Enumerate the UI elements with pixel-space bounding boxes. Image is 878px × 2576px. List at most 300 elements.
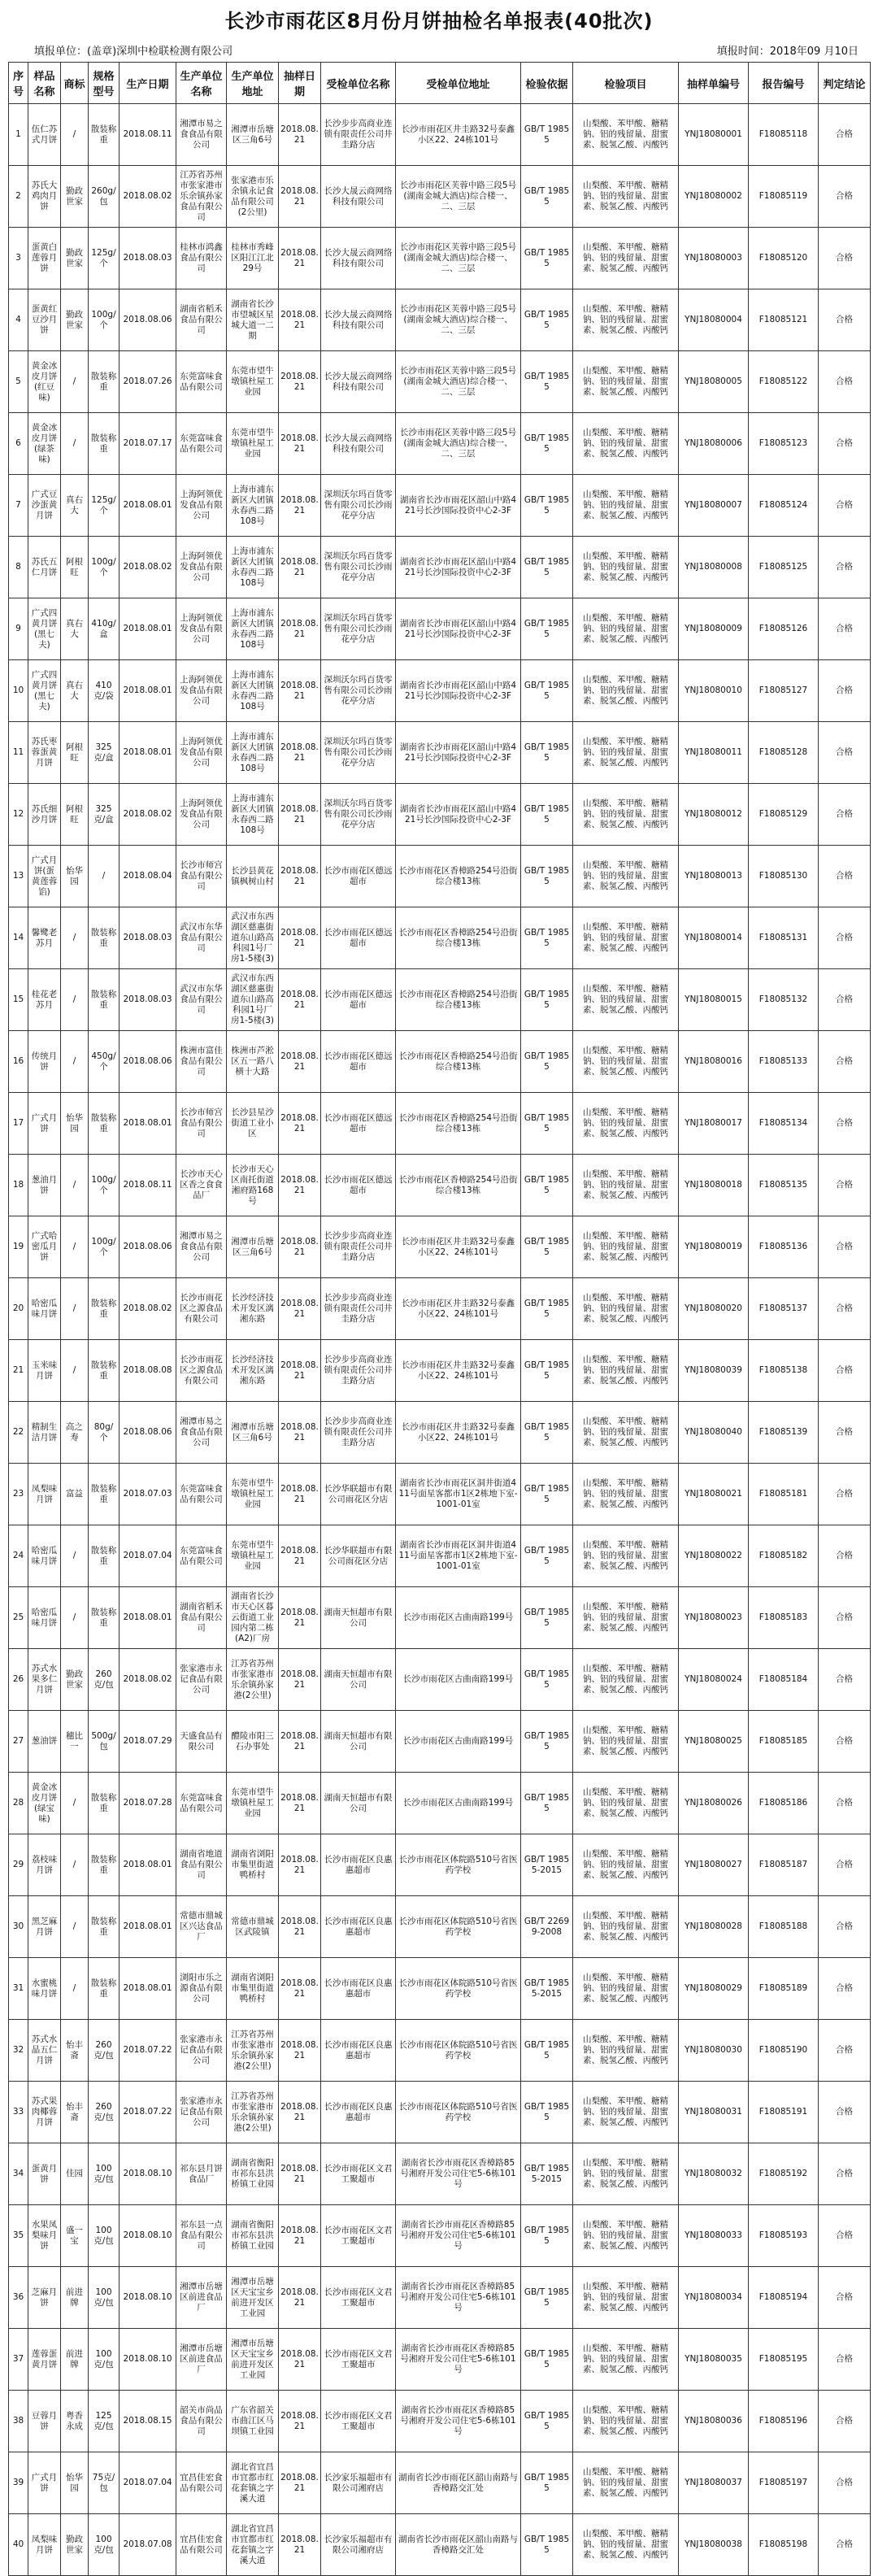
brand-cell: / [61, 351, 89, 413]
production-date-cell: 2018.07.04 [120, 1525, 176, 1587]
sampling-date-cell: 2018.08.21 [279, 2267, 321, 2329]
header-cell: 判定结论 [819, 63, 871, 104]
table-row [9, 1031, 871, 1093]
inspected-unit-name-cell: 长沙步步高商业连锁有限责任公司井圭路分店 [321, 1340, 396, 1402]
inspected-unit-name-cell: 长沙家乐福超市有限公司湘府店 [321, 2514, 396, 2576]
verdict-cell: 合格 [819, 1587, 871, 1649]
inspected-unit-address-cell: 湖南省长沙市雨花区香樟路85号湘府开发公司住宅5-6栋101号 [396, 2391, 521, 2452]
inspection-items-cell: 山梨酸、苯甲酸、糖精钠、铝的残留量、甜蜜素、脱氢乙酸、丙酸钙 [573, 2514, 679, 2576]
specification-cell: 散装称重 [89, 1093, 120, 1155]
specification-cell: 散装称重 [89, 969, 120, 1031]
brand-cell: / [61, 1896, 89, 1958]
sample-name-cell: 苏氏枣蓉蛋黄月饼 [28, 722, 61, 784]
sample-name-cell: 莲蓉蛋黄月饼 [28, 2329, 61, 2391]
table-row [9, 969, 871, 1031]
specification-cell: 100g/个 [89, 1155, 120, 1216]
brand-cell: / [61, 969, 89, 1031]
specification-cell: 散装称重 [89, 1896, 120, 1958]
sampling-number-cell: YNJ18080016 [679, 1031, 749, 1093]
production-date-cell: 2018.08.01 [120, 722, 176, 784]
sampling-date-cell: 2018.08.21 [279, 537, 321, 598]
inspection-items-cell: 山梨酸、苯甲酸、糖精钠、铝的残留量、甜蜜素、脱氢乙酸、丙酸钙 [573, 1402, 679, 1464]
specification-cell: 散装称重 [89, 1525, 120, 1587]
inspection-standard-cell: GB/T 19855 [521, 1464, 573, 1525]
inspected-unit-name-cell: 长沙大晟云商网络科技有限公司 [321, 351, 396, 413]
inspected-unit-address-cell: 长沙市雨花区芙蓉中路三段5号(湖南金城大酒店)综合楼一、二、三层 [396, 351, 521, 413]
sampling-date-cell: 2018.08.21 [279, 2514, 321, 2576]
sample-name-cell: 蛋黄白莲蓉月饼 [28, 228, 61, 289]
sampling-number-cell: YNJ18080031 [679, 2082, 749, 2143]
manufacturer-address-cell: 东莞市望牛墩镇杜屋工业园 [227, 351, 279, 413]
sample-name-cell: 水蜜桃味月饼 [28, 1958, 61, 2020]
inspected-unit-address-cell: 长沙市雨花区井圭路32号泰鑫小区22、24栋101号 [396, 1216, 521, 1278]
production-date-cell: 2018.08.01 [120, 598, 176, 660]
production-date-cell: 2018.07.22 [120, 2020, 176, 2082]
inspection-standard-cell: GB/T 19855 [521, 1587, 573, 1649]
production-date-cell: 2018.08.11 [120, 1155, 176, 1216]
inspected-unit-name-cell: 深圳沃尔玛百货零售有限公司长沙雨花亭分店 [321, 475, 396, 537]
inspected-unit-name-cell: 长沙步步高商业连锁有限责任公司井圭路分店 [321, 1278, 396, 1340]
inspected-unit-name-cell: 长沙华联超市有限公司雨花区分店 [321, 1525, 396, 1587]
inspection-items-cell: 山梨酸、苯甲酸、糖精钠、铝的残留量、甜蜜素、脱氢乙酸、丙酸钙 [573, 166, 679, 228]
inspected-unit-address-cell: 湖南省长沙市雨花区洞井街道411号面星客都市1区2栋地下室-1001-01室 [396, 1525, 521, 1587]
verdict-cell: 合格 [819, 2082, 871, 2143]
table-row [9, 413, 871, 475]
inspection-items-cell: 山梨酸、苯甲酸、糖精钠、铝的残留量、甜蜜素、脱氢乙酸、丙酸钙 [573, 969, 679, 1031]
brand-cell: 怡华园 [61, 2452, 89, 2514]
brand-cell: 阿根旺 [61, 722, 89, 784]
manufacturer-address-cell: 醴陵市阳三石办事处 [227, 1711, 279, 1773]
sampling-date-cell: 2018.08.21 [279, 1402, 321, 1464]
specification-cell: 散装称重 [89, 413, 120, 475]
inspected-unit-name-cell: 长沙市雨花区良惠惠超市 [321, 2082, 396, 2143]
sampling-date-cell: 2018.08.21 [279, 2452, 321, 2514]
inspection-standard-cell: GB/T 19855 [521, 1773, 573, 1834]
report-meta [8, 37, 870, 62]
sample-name-cell: 黑芝麻月饼 [28, 1896, 61, 1958]
inspected-unit-address-cell: 长沙市雨花区芙蓉中路三段5号(湖南金城大酒店)综合楼一、二、三层 [396, 289, 521, 351]
verdict-cell: 合格 [819, 1278, 871, 1340]
specification-cell: 450g/个 [89, 1031, 120, 1093]
inspection-standard-cell: GB/T 19855 [521, 1031, 573, 1093]
specification-cell: 100g/个 [89, 537, 120, 598]
brand-cell: 阿根旺 [61, 784, 89, 846]
table-row [9, 475, 871, 537]
sampling-date-cell: 2018.08.21 [279, 1340, 321, 1402]
sample-name-cell: 葱油月饼 [28, 1155, 61, 1216]
report-number-cell: F18085196 [749, 2391, 819, 2452]
sampling-number-cell: YNJ18080006 [679, 413, 749, 475]
row-number-cell: 7 [9, 475, 28, 537]
sampling-date-cell: 2018.08.21 [279, 104, 321, 166]
sampling-number-cell: YNJ18080029 [679, 1958, 749, 2020]
manufacturer-address-cell: 长沙县星沙街道工业小区 [227, 1093, 279, 1155]
production-date-cell: 2018.07.26 [120, 351, 176, 413]
verdict-cell: 合格 [819, 1340, 871, 1402]
row-number-cell: 40 [9, 2514, 28, 2576]
report-number-cell: F18085182 [749, 1525, 819, 1587]
specification-cell: 325克/盒 [89, 784, 120, 846]
table-row [9, 1649, 871, 1711]
manufacturer-address-cell: 长沙市天心区南托街道湘府路168号 [227, 1155, 279, 1216]
inspection-items-cell: 山梨酸、苯甲酸、糖精钠、铝的残留量、甜蜜素、脱氢乙酸、丙酸钙 [573, 1278, 679, 1340]
manufacturer-name-cell: 长沙市师宫食品有限公司 [176, 846, 227, 907]
brand-cell: / [61, 1773, 89, 1834]
manufacturer-name-cell: 张家港市永记食品有限公司 [176, 2020, 227, 2082]
reporting-unit: 填报单位：(盖章)深圳中检联检测有限公司 [34, 45, 233, 58]
production-date-cell: 2018.08.01 [120, 1587, 176, 1649]
manufacturer-name-cell: 长沙市师宫食品有限公司 [176, 1093, 227, 1155]
inspected-unit-name-cell: 长沙市雨花区文君工聚超市 [321, 2205, 396, 2267]
sampling-number-cell: YNJ18080037 [679, 2452, 749, 2514]
brand-cell: / [61, 1216, 89, 1278]
row-number-cell: 10 [9, 660, 28, 722]
sample-name-cell: 广式豆沙蛋黄月饼 [28, 475, 61, 537]
sampling-date-cell: 2018.08.21 [279, 1587, 321, 1649]
specification-cell: / [89, 846, 120, 907]
row-number-cell: 36 [9, 2267, 28, 2329]
inspected-unit-address-cell: 长沙市雨花区井圭路32号泰鑫小区22、24栋101号 [396, 104, 521, 166]
sampling-date-cell: 2018.08.21 [279, 2020, 321, 2082]
production-date-cell: 2018.08.01 [120, 1896, 176, 1958]
verdict-cell: 合格 [819, 1773, 871, 1834]
table-row [9, 2452, 871, 2514]
report-number-cell: F18085198 [749, 2514, 819, 2576]
manufacturer-address-cell: 上海市浦东新区大团镇永春西二路108号 [227, 537, 279, 598]
manufacturer-address-cell: 湖南省长沙市天心区暮云街道工业园内第二栋(A2)厂房 [227, 1587, 279, 1649]
table-row [9, 2143, 871, 2205]
header-cell: 抽样日期 [279, 63, 321, 104]
brand-cell: 勤政世家 [61, 2514, 89, 2576]
specification-cell: 散装称重 [89, 351, 120, 413]
sample-name-cell: 苏氏细沙月饼 [28, 784, 61, 846]
table-row [9, 907, 871, 969]
inspected-unit-address-cell: 湖南省长沙市雨花区韶山中路421号长沙国际投资中心2-3F [396, 598, 521, 660]
sample-name-cell: 苏式水果多仁月饼 [28, 1649, 61, 1711]
inspection-standard-cell: GB/T 19855 [521, 722, 573, 784]
inspection-items-cell: 山梨酸、苯甲酸、糖精钠、铝的残留量、甜蜜素、脱氢乙酸、丙酸钙 [573, 351, 679, 413]
sampling-date-cell: 2018.08.21 [279, 2082, 321, 2143]
inspection-standard-cell: GB/T 19855 [521, 907, 573, 969]
table-row [9, 1773, 871, 1834]
production-date-cell: 2018.07.29 [120, 1711, 176, 1773]
specification-cell: 260克/包 [89, 2082, 120, 2143]
verdict-cell: 合格 [819, 660, 871, 722]
sample-name-cell: 广式月饼(蛋黄莲蓉馅) [28, 846, 61, 907]
brand-cell: / [61, 1278, 89, 1340]
specification-cell: 100克/包 [89, 2514, 120, 2576]
inspection-standard-cell: GB/T 19855 [521, 1711, 573, 1773]
row-number-cell: 9 [9, 598, 28, 660]
row-number-cell: 6 [9, 413, 28, 475]
verdict-cell: 合格 [819, 228, 871, 289]
sample-name-cell: 传统月饼 [28, 1031, 61, 1093]
production-date-cell: 2018.08.02 [120, 1278, 176, 1340]
table-row [9, 1958, 871, 2020]
inspected-unit-name-cell: 湖南天恒超市有限公司 [321, 1649, 396, 1711]
inspected-unit-address-cell: 湖南省长沙市雨花区香樟路85号湘府开发公司住宅5-6栋101号 [396, 2205, 521, 2267]
inspection-standard-cell: GB/T 19855-2015 [521, 1834, 573, 1896]
report-number-cell: F18085191 [749, 2082, 819, 2143]
production-date-cell: 2018.07.22 [120, 2082, 176, 2143]
sampling-number-cell: YNJ18080030 [679, 2020, 749, 2082]
sampling-date-cell: 2018.08.21 [279, 1958, 321, 2020]
report-number-cell: F18085135 [749, 1155, 819, 1216]
row-number-cell: 26 [9, 1649, 28, 1711]
manufacturer-name-cell: 东莞富味食品有限公司 [176, 413, 227, 475]
verdict-cell: 合格 [819, 2267, 871, 2329]
sample-name-cell: 玉米味月饼 [28, 1340, 61, 1402]
specification-cell: 100克/包 [89, 2143, 120, 2205]
inspected-unit-address-cell: 湖南省长沙市雨花区香樟路85号湘府开发公司住宅5-6栋101号 [396, 2143, 521, 2205]
inspected-unit-name-cell: 长沙大晟云商网络科技有限公司 [321, 289, 396, 351]
brand-cell: 怡丰斋 [61, 2082, 89, 2143]
specification-cell: 500g/包 [89, 1711, 120, 1773]
header-cell: 受检单位名称 [321, 63, 396, 104]
report-number-cell: F18085186 [749, 1773, 819, 1834]
specification-cell: 125克/包 [89, 2391, 120, 2452]
verdict-cell: 合格 [819, 1464, 871, 1525]
verdict-cell: 合格 [819, 1958, 871, 2020]
inspected-unit-address-cell: 长沙市雨花区古曲南路199号 [396, 1649, 521, 1711]
sample-name-cell: 广式月饼 [28, 2452, 61, 2514]
specification-cell: 散装称重 [89, 1278, 120, 1340]
verdict-cell: 合格 [819, 598, 871, 660]
brand-cell: 粤香永成 [61, 2391, 89, 2452]
verdict-cell: 合格 [819, 104, 871, 166]
verdict-cell: 合格 [819, 1834, 871, 1896]
inspection-standard-cell: GB/T 19855 [521, 1649, 573, 1711]
inspected-unit-name-cell: 长沙家乐福超市有限公司湘府店 [321, 2452, 396, 2514]
verdict-cell: 合格 [819, 351, 871, 413]
row-number-cell: 30 [9, 1896, 28, 1958]
inspection-standard-cell: GB/T 19855 [521, 104, 573, 166]
production-date-cell: 2018.08.10 [120, 2329, 176, 2391]
table-row [9, 351, 871, 413]
production-date-cell: 2018.08.04 [120, 846, 176, 907]
report-number-cell: F18085181 [749, 1464, 819, 1525]
specification-cell: 散装称重 [89, 1464, 120, 1525]
table-row [9, 598, 871, 660]
brand-cell: 怡丰斋 [61, 2020, 89, 2082]
brand-cell: 前进牌 [61, 2329, 89, 2391]
production-date-cell: 2018.08.03 [120, 907, 176, 969]
manufacturer-name-cell: 东莞富味食品有限公司 [176, 351, 227, 413]
production-date-cell: 2018.07.17 [120, 413, 176, 475]
verdict-cell: 合格 [819, 969, 871, 1031]
specification-cell: 100克/包 [89, 2329, 120, 2391]
sampling-date-cell: 2018.08.21 [279, 1525, 321, 1587]
verdict-cell: 合格 [819, 1649, 871, 1711]
inspected-unit-name-cell: 长沙大晟云商网络科技有限公司 [321, 413, 396, 475]
manufacturer-name-cell: 湖南省地道食品有限公司 [176, 1834, 227, 1896]
report-number-cell: F18085128 [749, 722, 819, 784]
manufacturer-name-cell: 天盛食品有限公司 [176, 1711, 227, 1773]
inspection-items-cell: 山梨酸、苯甲酸、糖精钠、铝的残留量、甜蜜素、脱氢乙酸、丙酸钙 [573, 1031, 679, 1093]
inspection-standard-cell: GB/T 19855 [521, 2205, 573, 2267]
report-number-cell: F18085137 [749, 1278, 819, 1340]
inspection-standard-cell: GB/T 19855 [521, 351, 573, 413]
inspected-unit-name-cell: 深圳沃尔玛百货零售有限公司长沙雨花亭分店 [321, 537, 396, 598]
report-number-cell: F18085192 [749, 2143, 819, 2205]
sample-name-cell: 豆蓉月饼 [28, 2391, 61, 2452]
manufacturer-address-cell: 株洲市芦淞区五一路八横十大路 [227, 1031, 279, 1093]
brand-cell: 勤政世家 [61, 228, 89, 289]
row-number-cell: 29 [9, 1834, 28, 1896]
row-number-cell: 31 [9, 1958, 28, 2020]
row-number-cell: 11 [9, 722, 28, 784]
sampling-number-cell: YNJ18080023 [679, 1587, 749, 1649]
production-date-cell: 2018.08.06 [120, 289, 176, 351]
inspected-unit-address-cell: 长沙市雨花区体院路510号省医药学校 [396, 1958, 521, 2020]
verdict-cell: 合格 [819, 1896, 871, 1958]
sampling-number-cell: YNJ18080010 [679, 660, 749, 722]
inspected-unit-name-cell: 深圳沃尔玛百货零售有限公司长沙雨花亭分店 [321, 598, 396, 660]
inspected-unit-address-cell: 湖南省长沙市雨花区韶山南路与香樟路交汇处 [396, 2514, 521, 2576]
production-date-cell: 2018.07.28 [120, 1773, 176, 1834]
inspected-unit-name-cell: 长沙华联超市有限公司雨花区分店 [321, 1464, 396, 1525]
inspected-unit-address-cell: 长沙市雨花区香樟路254号沿街综合楼13栋 [396, 907, 521, 969]
manufacturer-name-cell: 祁东县一点食品有限公司 [176, 2205, 227, 2267]
specification-cell: 100g/个 [89, 1216, 120, 1278]
sampling-number-cell: YNJ18080001 [679, 104, 749, 166]
report-number-cell: F18085195 [749, 2329, 819, 2391]
inspected-unit-name-cell: 长沙市雨花区德远超市 [321, 1093, 396, 1155]
manufacturer-name-cell: 长沙市雨花区之源食品有限公司 [176, 1278, 227, 1340]
production-date-cell: 2018.08.06 [120, 1402, 176, 1464]
reporting-date: 填报时间：2018年09 月10日 [716, 45, 858, 58]
inspection-items-cell: 山梨酸、苯甲酸、糖精钠、铝的残留量、甜蜜素、脱氢乙酸、丙酸钙 [573, 784, 679, 846]
table-row [9, 104, 871, 166]
table-row [9, 660, 871, 722]
sample-name-cell: 哈密瓜味月饼 [28, 1587, 61, 1649]
inspected-unit-name-cell: 长沙市雨花区德远超市 [321, 1155, 396, 1216]
manufacturer-address-cell: 湖南省浏阳市集里街道鸭桥村 [227, 1834, 279, 1896]
manufacturer-address-cell: 上海市浦东新区大团镇永春西二路108号 [227, 784, 279, 846]
header-row [9, 63, 871, 104]
table-row [9, 1464, 871, 1525]
manufacturer-address-cell: 湖北省宜昌市宜都市红花套镇之字溪大道 [227, 2452, 279, 2514]
verdict-cell: 合格 [819, 2329, 871, 2391]
row-number-cell: 38 [9, 2391, 28, 2452]
inspection-items-cell: 山梨酸、苯甲酸、糖精钠、铝的残留量、甜蜜素、脱氢乙酸、丙酸钙 [573, 475, 679, 537]
header-cell: 生产单位名称 [176, 63, 227, 104]
production-date-cell: 2018.08.01 [120, 660, 176, 722]
header-cell: 生产日期 [120, 63, 176, 104]
brand-cell: 怡华园 [61, 846, 89, 907]
inspected-unit-address-cell: 长沙市雨花区芙蓉中路三段5号(湖南金城大酒店)综合楼一、二、三层 [396, 228, 521, 289]
manufacturer-address-cell: 湖北省宜昌市宜都市红花套镇之字溪大道 [227, 2514, 279, 2576]
row-number-cell: 23 [9, 1464, 28, 1525]
row-number-cell: 8 [9, 537, 28, 598]
table-row [9, 2514, 871, 2576]
sample-name-cell: 黄金冰皮月饼(红豆味) [28, 351, 61, 413]
sample-name-cell: 苏氏大鸡肉月饼 [28, 166, 61, 228]
sampling-number-cell: YNJ18080008 [679, 537, 749, 598]
table-row [9, 2205, 871, 2267]
report-number-cell: F18085138 [749, 1340, 819, 1402]
inspected-unit-name-cell: 湖南天恒超市有限公司 [321, 1773, 396, 1834]
manufacturer-address-cell: 张家港市乐余镇永记食品有限公司(2公里) [227, 166, 279, 228]
sampling-number-cell: YNJ18080017 [679, 1093, 749, 1155]
specification-cell: 260g/包 [89, 166, 120, 228]
report-number-cell: F18085184 [749, 1649, 819, 1711]
table-row [9, 2329, 871, 2391]
inspection-standard-cell: GB/T 19855 [521, 969, 573, 1031]
header-cell: 抽样单编号 [679, 63, 749, 104]
verdict-cell: 合格 [819, 1031, 871, 1093]
sampling-date-cell: 2018.08.21 [279, 2205, 321, 2267]
manufacturer-name-cell: 湖南省稻禾食品有限公司 [176, 1587, 227, 1649]
report-number-cell: F18085197 [749, 2452, 819, 2514]
inspection-standard-cell: GB/T 19855 [521, 1216, 573, 1278]
verdict-cell: 合格 [819, 1155, 871, 1216]
inspection-items-cell: 山梨酸、苯甲酸、糖精钠、铝的残留量、甜蜜素、脱氢乙酸、丙酸钙 [573, 2452, 679, 2514]
manufacturer-name-cell: 上海阿领优发食品有限公司 [176, 660, 227, 722]
inspected-unit-address-cell: 湖南省长沙市雨花区韶山中路421号长沙国际投资中心2-3F [396, 784, 521, 846]
manufacturer-name-cell: 上海阿领优发食品有限公司 [176, 475, 227, 537]
inspection-items-cell: 山梨酸、苯甲酸、糖精钠、铝的残留量、甜蜜素、脱氢乙酸、丙酸钙 [573, 537, 679, 598]
inspection-items-cell: 山梨酸、苯甲酸、糖精钠、铝的残留量、甜蜜素、脱氢乙酸、丙酸钙 [573, 846, 679, 907]
sampling-number-cell: YNJ18080024 [679, 1649, 749, 1711]
inspection-items-cell: 山梨酸、苯甲酸、糖精钠、铝的残留量、甜蜜素、脱氢乙酸、丙酸钙 [573, 660, 679, 722]
row-number-cell: 35 [9, 2205, 28, 2267]
inspection-standard-cell: GB/T 19855 [521, 1525, 573, 1587]
manufacturer-address-cell: 武汉市东西湖区慈惠街道东山路高科园1号厂房1-5楼(3) [227, 969, 279, 1031]
report-page [8, 0, 870, 2576]
inspected-unit-name-cell: 长沙市雨花区文君工聚超市 [321, 2267, 396, 2329]
sampling-number-cell: YNJ18080034 [679, 2267, 749, 2329]
sampling-date-cell: 2018.08.21 [279, 1896, 321, 1958]
inspection-standard-cell: GB/T 19855 [521, 846, 573, 907]
table-row [9, 846, 871, 907]
inspection-items-cell: 山梨酸、苯甲酸、糖精钠、铝的残留量、甜蜜素、脱氢乙酸、丙酸钙 [573, 2329, 679, 2391]
production-date-cell: 2018.08.10 [120, 2143, 176, 2205]
verdict-cell: 合格 [819, 475, 871, 537]
manufacturer-name-cell: 东莞富味食品有限公司 [176, 1773, 227, 1834]
table-row [9, 1834, 871, 1896]
brand-cell: 高之寿 [61, 1402, 89, 1464]
brand-cell: / [61, 1587, 89, 1649]
inspection-standard-cell: GB/T 19855 [521, 475, 573, 537]
manufacturer-name-cell: 上海阿领优发食品有限公司 [176, 537, 227, 598]
row-number-cell: 4 [9, 289, 28, 351]
verdict-cell: 合格 [819, 784, 871, 846]
manufacturer-name-cell: 韶关市尚品食品有限公司 [176, 2391, 227, 2452]
sample-name-cell: 苏式水晶五仁月饼 [28, 2020, 61, 2082]
verdict-cell: 合格 [819, 1402, 871, 1464]
table-row [9, 1278, 871, 1340]
inspection-standard-cell: GB/T 19855 [521, 2452, 573, 2514]
inspected-unit-name-cell: 长沙大晟云商网络科技有限公司 [321, 166, 396, 228]
inspection-standard-cell: GB/T 19855-2015 [521, 2143, 573, 2205]
table-row [9, 228, 871, 289]
sampling-date-cell: 2018.08.21 [279, 722, 321, 784]
table-row [9, 1093, 871, 1155]
sampling-number-cell: YNJ18080040 [679, 1402, 749, 1464]
report-number-cell: F18085139 [749, 1402, 819, 1464]
inspected-unit-address-cell: 长沙市雨花区香樟路254号沿街综合楼13栋 [396, 1093, 521, 1155]
production-date-cell: 2018.08.10 [120, 2205, 176, 2267]
inspected-unit-name-cell: 湖南天恒超市有限公司 [321, 1711, 396, 1773]
inspection-items-cell: 山梨酸、苯甲酸、糖精钠、铝的残留量、甜蜜素、脱氢乙酸、丙酸钙 [573, 907, 679, 969]
report-number-cell: F18085123 [749, 413, 819, 475]
inspection-standard-cell: GB/T 19855 [521, 537, 573, 598]
report-number-cell: F18085183 [749, 1587, 819, 1649]
sampling-number-cell: YNJ18080028 [679, 1896, 749, 1958]
inspection-standard-cell: GB/T 19855 [521, 1155, 573, 1216]
inspected-unit-address-cell: 长沙市雨花区体院路510号省医药学校 [396, 2020, 521, 2082]
